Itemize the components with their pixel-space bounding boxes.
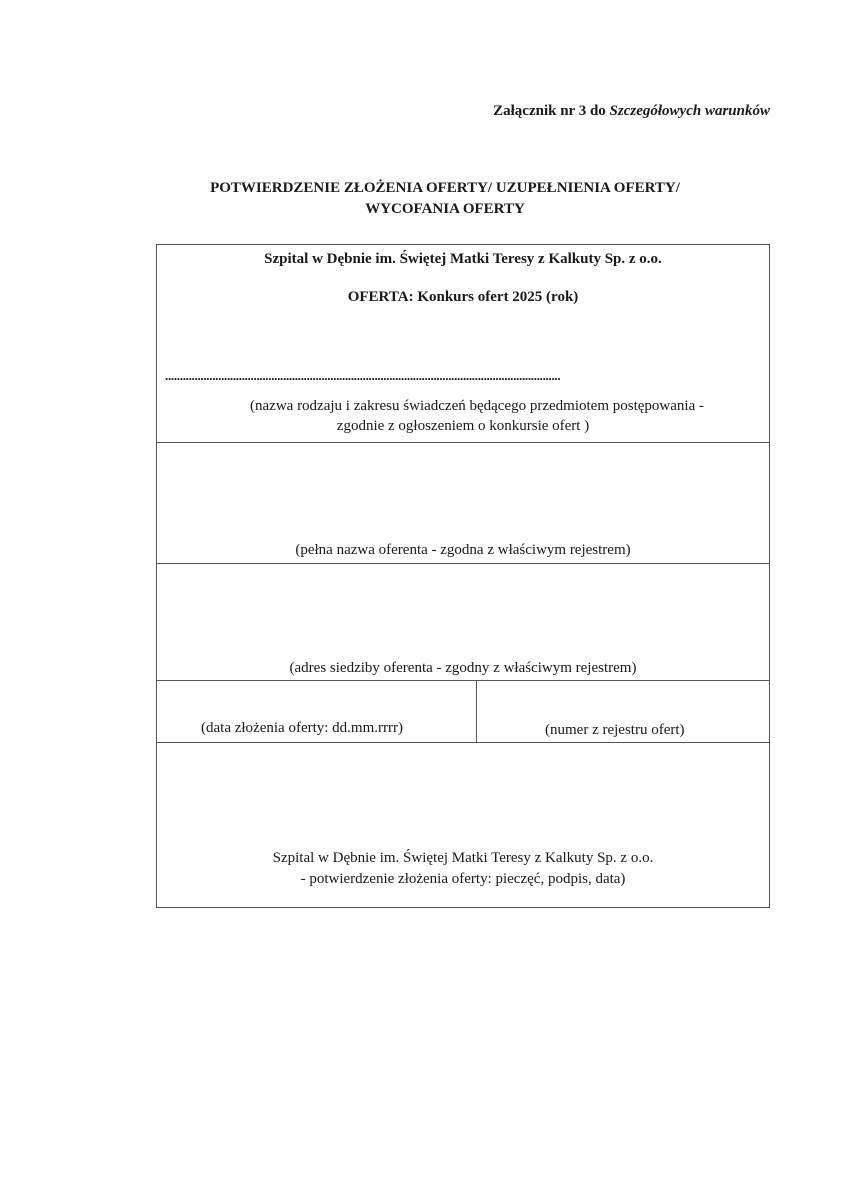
service-caption-line-1: (nazwa rodzaju i zakresu świadczeń będącego przedmiotem postępowania - (250, 398, 704, 414)
annex-reference (493, 103, 770, 120)
register-number-caption: (numer z rejestru ofert) (545, 722, 685, 738)
annex-prefix: Załącznik nr 3 do (493, 103, 610, 119)
confirmation-line-2: - potwierdzenie złożenia oferty: pieczęć, podpis, data) (300, 871, 626, 887)
divider (157, 680, 769, 681)
confirmation-form (156, 244, 770, 908)
offer-line: OFERTA: Konkurs ofert 2025 (rok) (347, 289, 579, 305)
divider (157, 563, 769, 564)
title-line-1: POTWIERDZENIE ZŁOŻENIA OFERTY/ UZUPEŁNIENIA OFERTY/ (210, 180, 680, 196)
hospital-name: Szpital w Dębnie im. Świętej Matki Teresy z Kalkuty Sp. z o.o. (264, 251, 662, 267)
bidder-address-caption: (adres siedziby oferenta - zgodny z właściwym rejestrem) (289, 660, 637, 676)
divider (157, 742, 769, 743)
bidder-name-caption: (pełna nazwa oferenta - zgodna z właściwym rejestrem) (295, 542, 631, 558)
submission-date-caption: (data złożenia oferty: dd.mm.rrrr) (201, 720, 403, 736)
document-title (150, 178, 740, 220)
annex-italic-title: Szczegółowych warunków (609, 103, 770, 119)
title-line-2: WYCOFANIA OFERTY (365, 201, 525, 217)
service-name-field[interactable]: ...................................................................................................................................... (165, 369, 561, 383)
service-caption-line-2: zgodnie z ogłoszeniem o konkursie ofert ) (336, 418, 590, 434)
confirmation-line-1: Szpital w Dębnie im. Świętej Matki Teresy z Kalkuty Sp. z o.o. (272, 850, 654, 866)
divider (157, 442, 769, 443)
column-divider (476, 680, 477, 742)
